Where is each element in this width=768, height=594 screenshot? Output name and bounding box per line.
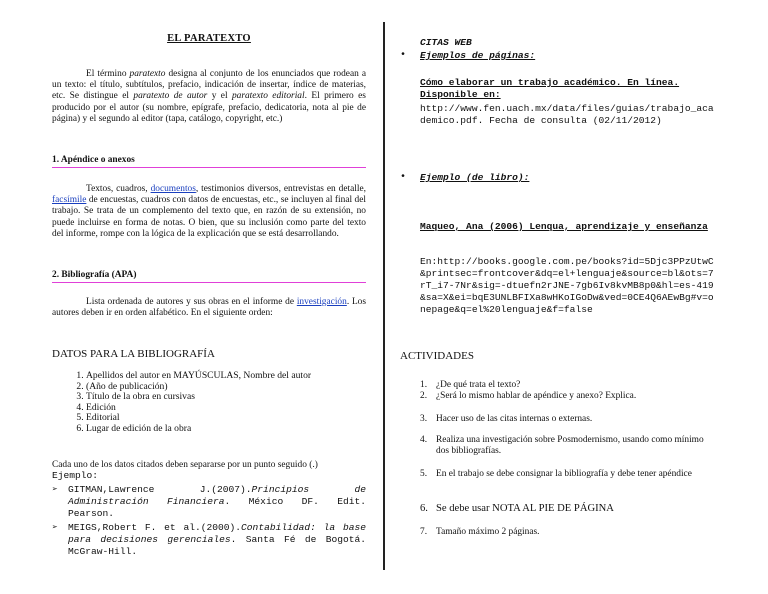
actividades-label: ACTIVIDADES: [400, 350, 474, 362]
activity-text: Tamaño máximo 2 páginas.: [436, 527, 540, 537]
example-author: MEIGS,Robert F. et al.(2000).: [68, 522, 242, 533]
list-item: 2. (Año de publicación): [86, 382, 366, 393]
ejemplo-label: Ejemplo:: [52, 470, 99, 481]
column-divider: [383, 22, 385, 570]
activity-number: 5.: [420, 469, 428, 479]
examples-list: [52, 484, 366, 560]
activity-number: 3.: [420, 414, 428, 424]
example-author: GITMAN,Lawrence J.(2007).: [68, 484, 252, 495]
libro-reference: Maqueo, Ana (2006) Lenqua, aprendizaje y enseñanza: [420, 221, 708, 232]
citas-web-label: CITAS WEB: [420, 37, 472, 48]
list-item: [52, 522, 366, 558]
intro-term-autor: paratexto de autor: [133, 91, 208, 102]
activity-text: ¿De qué trata el texto?: [436, 380, 521, 390]
activity-text: Hacer uso de las citas internas o externas.: [436, 414, 593, 424]
arrow-bullet-icon: ➢: [52, 484, 58, 495]
datos-bibliografia-label: DATOS PARA LA BIBLIOGRAFÍA: [52, 348, 215, 360]
facsimile-link[interactable]: facsímile: [52, 195, 87, 206]
paginas-label: Ejemplos de páginas:: [420, 50, 536, 61]
datos-list: [52, 371, 366, 435]
example-publisher: . Santa Fé de Bogotá. McGraw-Hill.: [68, 534, 366, 557]
documentos-link[interactable]: documentos: [150, 184, 196, 194]
list-item: 1. Apellidos del autor en MAYÚSCULAS, Nombre del autor: [86, 371, 366, 382]
activity-text: Se debe usar NOTA AL PIE DE PÁGINA: [436, 503, 614, 514]
section-heading-apendice: 1. Apéndice o anexos: [52, 155, 366, 168]
paginas-title: Cómo elaborar un trabajo académico. En línea. Disponible en:: [420, 77, 680, 100]
section-heading-bibliografia: 2. Bibliografía (APA): [52, 270, 366, 283]
activity-text: En el trabajo se debe consignar la bibliografía y debe tener apéndice: [436, 469, 692, 479]
bibliografia-text-1: Lista ordenada de autores y sus obras en el informe de: [86, 297, 297, 307]
separate-note: Cada uno de los datos citados deben separarse por un punto seguido (.): [52, 460, 318, 470]
bibliografia-text-2: . Los autores deben ir en orden alfabético. En el siguiente orden:: [52, 297, 367, 319]
intro-term-paratexto: paratexto: [129, 69, 166, 79]
intro-term-editorial: paratexto editorial: [231, 91, 305, 102]
bullet-icon: •: [400, 50, 407, 61]
intro-text-1: El término: [86, 69, 130, 79]
apendice-text-3: de encuestas, cuadros con datos de encuestas, etc., se incluyen al final del trabajo. Se trata de un complemento del texto que, en razón de su extensión, no puede incluirse en forma de notas. O bien, que su inclusión como parte del texto del informe, rompe con la lógica de la explicación que se está desarrollando.: [52, 195, 366, 239]
activity-number: 7.: [420, 527, 428, 537]
page-title: EL PARATEXTO: [167, 33, 251, 44]
list-item: 3. Título de la obra en cursivas: [86, 392, 366, 403]
list-item: 5. Editorial: [86, 413, 366, 424]
bibliografia-paragraph: [52, 297, 366, 319]
activity-number: 4.: [420, 435, 428, 445]
libro-url[interactable]: En:http://books.google.com.pe/books?id=5Djc3PPzUtwC&printsec=frontcover&dq=el+lenguaje&source=bl&ots=7rT_i7-7Nr&sig=-dtuefn2rJNE-7gb6Iv8kvMB8p0&hl=es-419&sa=X&ei=bqE3UNLBFIXa8wHKoIGoDw&ved=0CE4Q6AEwBg#v=onepage&q=el%20lenguaje&f=false: [420, 256, 714, 315]
activity-number: 1.: [420, 380, 428, 390]
example-publisher: . México DF. Edit. Pearson.: [68, 496, 366, 519]
investigacion-link[interactable]: investigación: [296, 297, 347, 307]
activity-number: 2.: [420, 391, 428, 401]
activity-text: ¿Será lo mismo hablar de apéndice y anexo? Explica.: [436, 391, 637, 401]
intro-text-2: designa al conjunto de los enunciados que rodean a un texto: el título, subtítulos, prefacio, indicación de insertar, índice de materias, etc. Se distingue el: [52, 69, 366, 102]
activity-text: Realiza una investigación sobre Posmodernismo, usando como mínimo dos bibliografías.: [436, 435, 704, 456]
intro-paragraph: [52, 69, 366, 125]
activity-number: 6.: [420, 503, 428, 514]
apendice-text-2: , testimonios diversos, entrevistas en detalle,: [195, 184, 367, 194]
libro-label: Ejemplo (de libro):: [420, 172, 530, 183]
arrow-bullet-icon: ➢: [52, 522, 58, 533]
example-title: Principios de Administración Financiera: [68, 484, 366, 507]
example-title: Contabilidad: la base para decisiones gerenciales: [68, 522, 366, 545]
bullet-icon: •: [400, 172, 407, 183]
intro-text-4: . El primero es producido por el autor (su nombre, epígrafe, prefacio, dedicatoria, nota al pie de página) y el segundo al editor (tapa, catálogo, copyright, etc.): [52, 91, 366, 124]
list-item: 6. Lugar de edición de la obra: [86, 424, 366, 435]
paginas-url[interactable]: http://www.fen.uach.mx/data/files/guias/trabajo_academico.pdf. Fecha de consulta (02/11/2012): [420, 103, 714, 126]
list-item: [52, 484, 366, 520]
apendice-paragraph: [52, 184, 366, 240]
list-item: 4. Edición: [86, 403, 366, 414]
intro-text-3: y el: [207, 91, 232, 102]
apendice-text-1: Textos, cuadros,: [86, 184, 151, 194]
